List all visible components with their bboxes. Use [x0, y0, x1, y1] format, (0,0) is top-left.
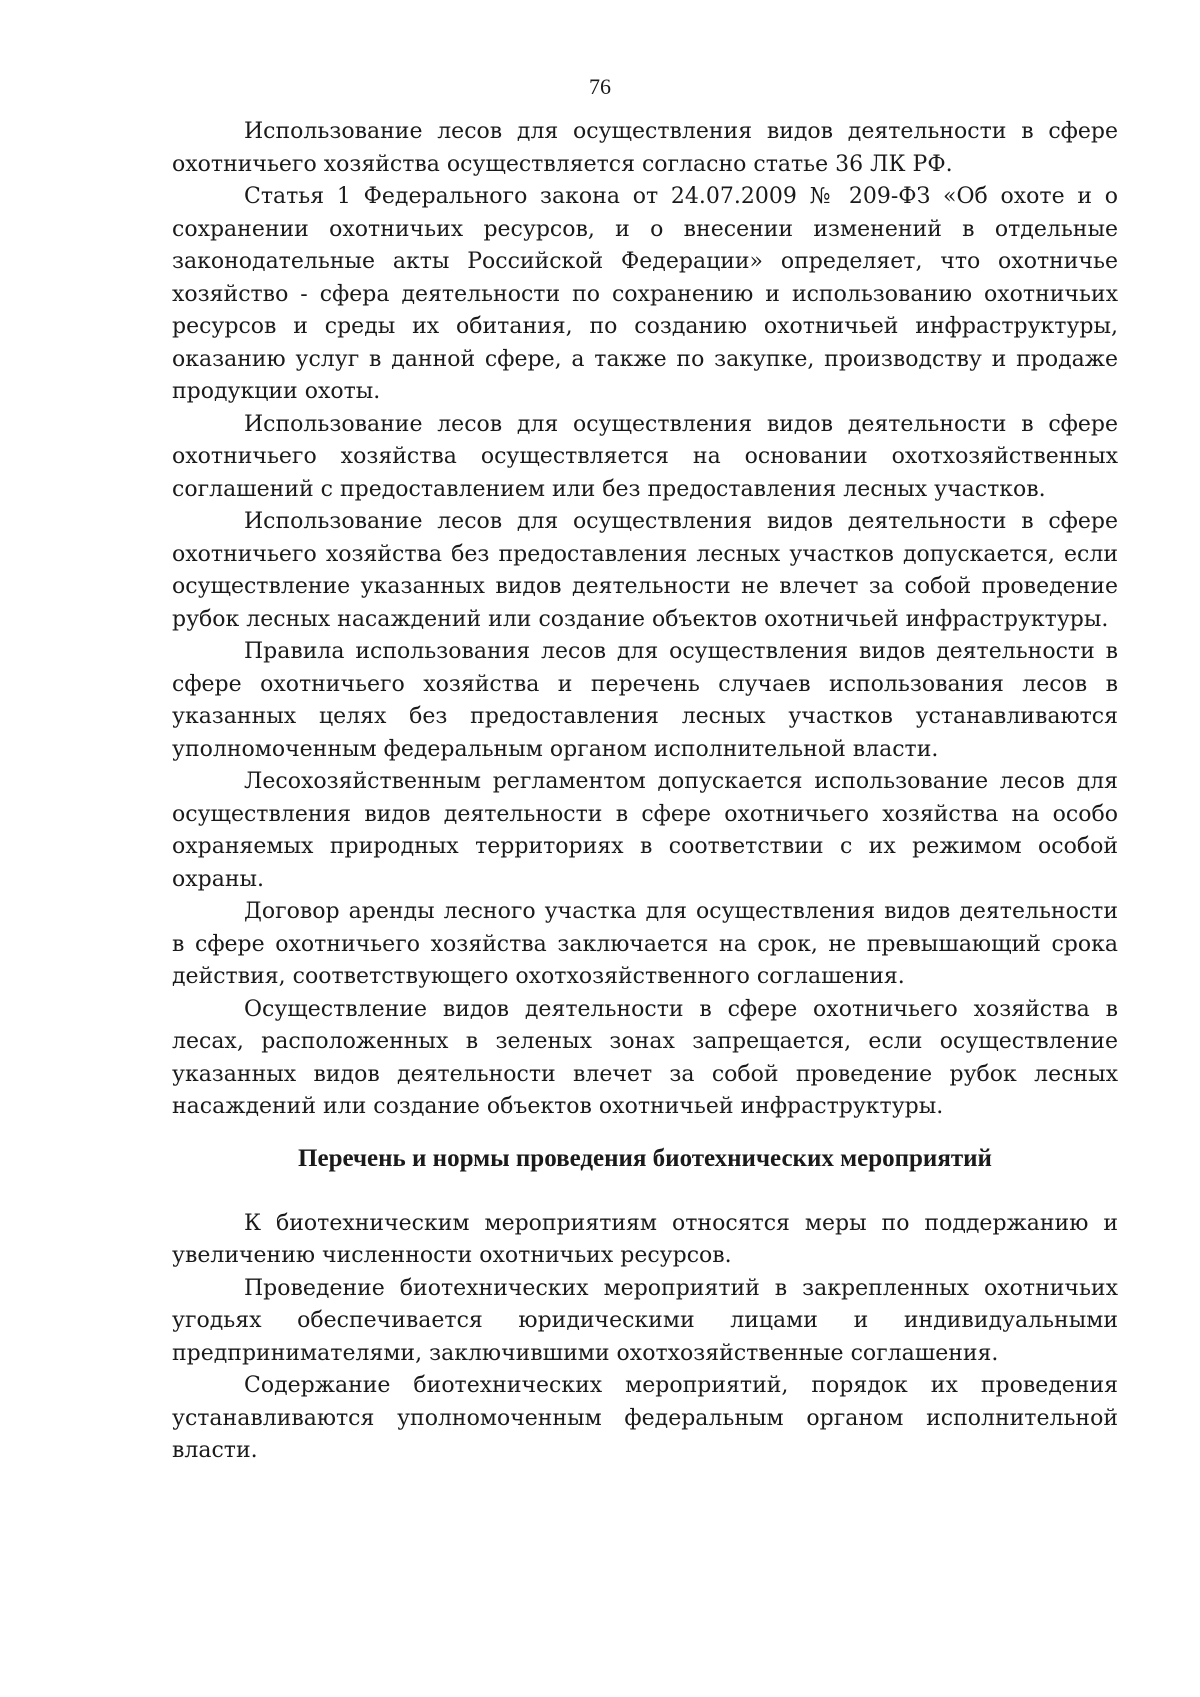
- paragraph-forest-use-hunting: Использование лесов для осуществления видов деятельности в сфере охотничьего хозяйства осуществляется согласно статье 36 ЛК РФ.: [172, 119, 1118, 177]
- paragraph-rules-of-use: Правила использования лесов для осуществления видов деятельности в сфере охотничьего хозяйства и перечень случаев использования лесов в указанных целях без предоставления лесных участков устанавливаются уполномоченным федеральным органом исполнительной власти.: [172, 639, 1118, 762]
- paragraph-biotech-definition: К биотехническим мероприятиям относятся меры по поддержанию и увеличению численности охотничьих ресурсов.: [172, 1210, 1118, 1268]
- paragraph-biotech-responsibility: Проведение биотехнических мероприятий в закрепленных охотничьих угодьях обеспечивается юридическими лицами и индивидуальными предпринимателями, заключившими охотхозяйственные соглашения.: [172, 1275, 1118, 1366]
- paragraph-lease-agreement: Договор аренды лесного участка для осуществления видов деятельности в сфере охотничьего хозяйства заключается на срок, не превышающий срока действия, соответствующего охотхозяйственного соглашения.: [172, 899, 1118, 989]
- paragraph-federal-law-article-1: Статья 1 Федерального закона от 24.07.2009 № 209-ФЗ «Об охоте и о сохранении охотничьих ресурсов, и о внесении изменений в отдельные законодательные акты Российской Федерации» определяет, что охотничье хозяйство - сфера деятельности по сохранению и использованию охотничьих ресурсов и среды их обитания, по созданию охотничьей инфраструктуры, оказанию услуг в данной сфере, а также по закупке, производству и продаже продукции охоты.: [172, 184, 1118, 404]
- page-number: 76: [589, 74, 611, 99]
- section-heading: Перечень и нормы проведения биотехнических мероприятий: [298, 1144, 992, 1172]
- paragraph-green-zones: Осуществление видов деятельности в сфере охотничьего хозяйства в лесах, расположенных в зеленых зонах запрещается, если осуществление указанных видов деятельности влечет за собой проведение рубок лесных насаждений или создание объектов охотничьей инфраструктуры.: [172, 996, 1118, 1119]
- paragraph-hunting-agreements: Использование лесов для осуществления видов деятельности в сфере охотничьего хозяйства осуществляется на основании охотхозяйственных соглашений с предоставлением или без предоставления лесных участков.: [172, 411, 1118, 502]
- paragraph-protected-territories: Лесохозяйственным регламентом допускается использование лесов для осуществления видов деятельности в сфере охотничьего хозяйства на особо охраняемых природных территориях в соответствии с их режимом особой охраны.: [172, 769, 1118, 892]
- paragraph-without-plots: Использование лесов для осуществления видов деятельности в сфере охотничьего хозяйства без предоставления лесных участков допускается, если осуществление указанных видов деятельности не влечет за собой проведение рубок лесных насаждений или создание объектов охотничьей инфраструктуры.: [172, 509, 1118, 632]
- paragraph-biotech-content: Содержание биотехнических мероприятий, порядок их проведения устанавливаются уполномоченным федеральным органом исполнительной власти.: [172, 1373, 1118, 1463]
- document-body: [172, 116, 1118, 1468]
